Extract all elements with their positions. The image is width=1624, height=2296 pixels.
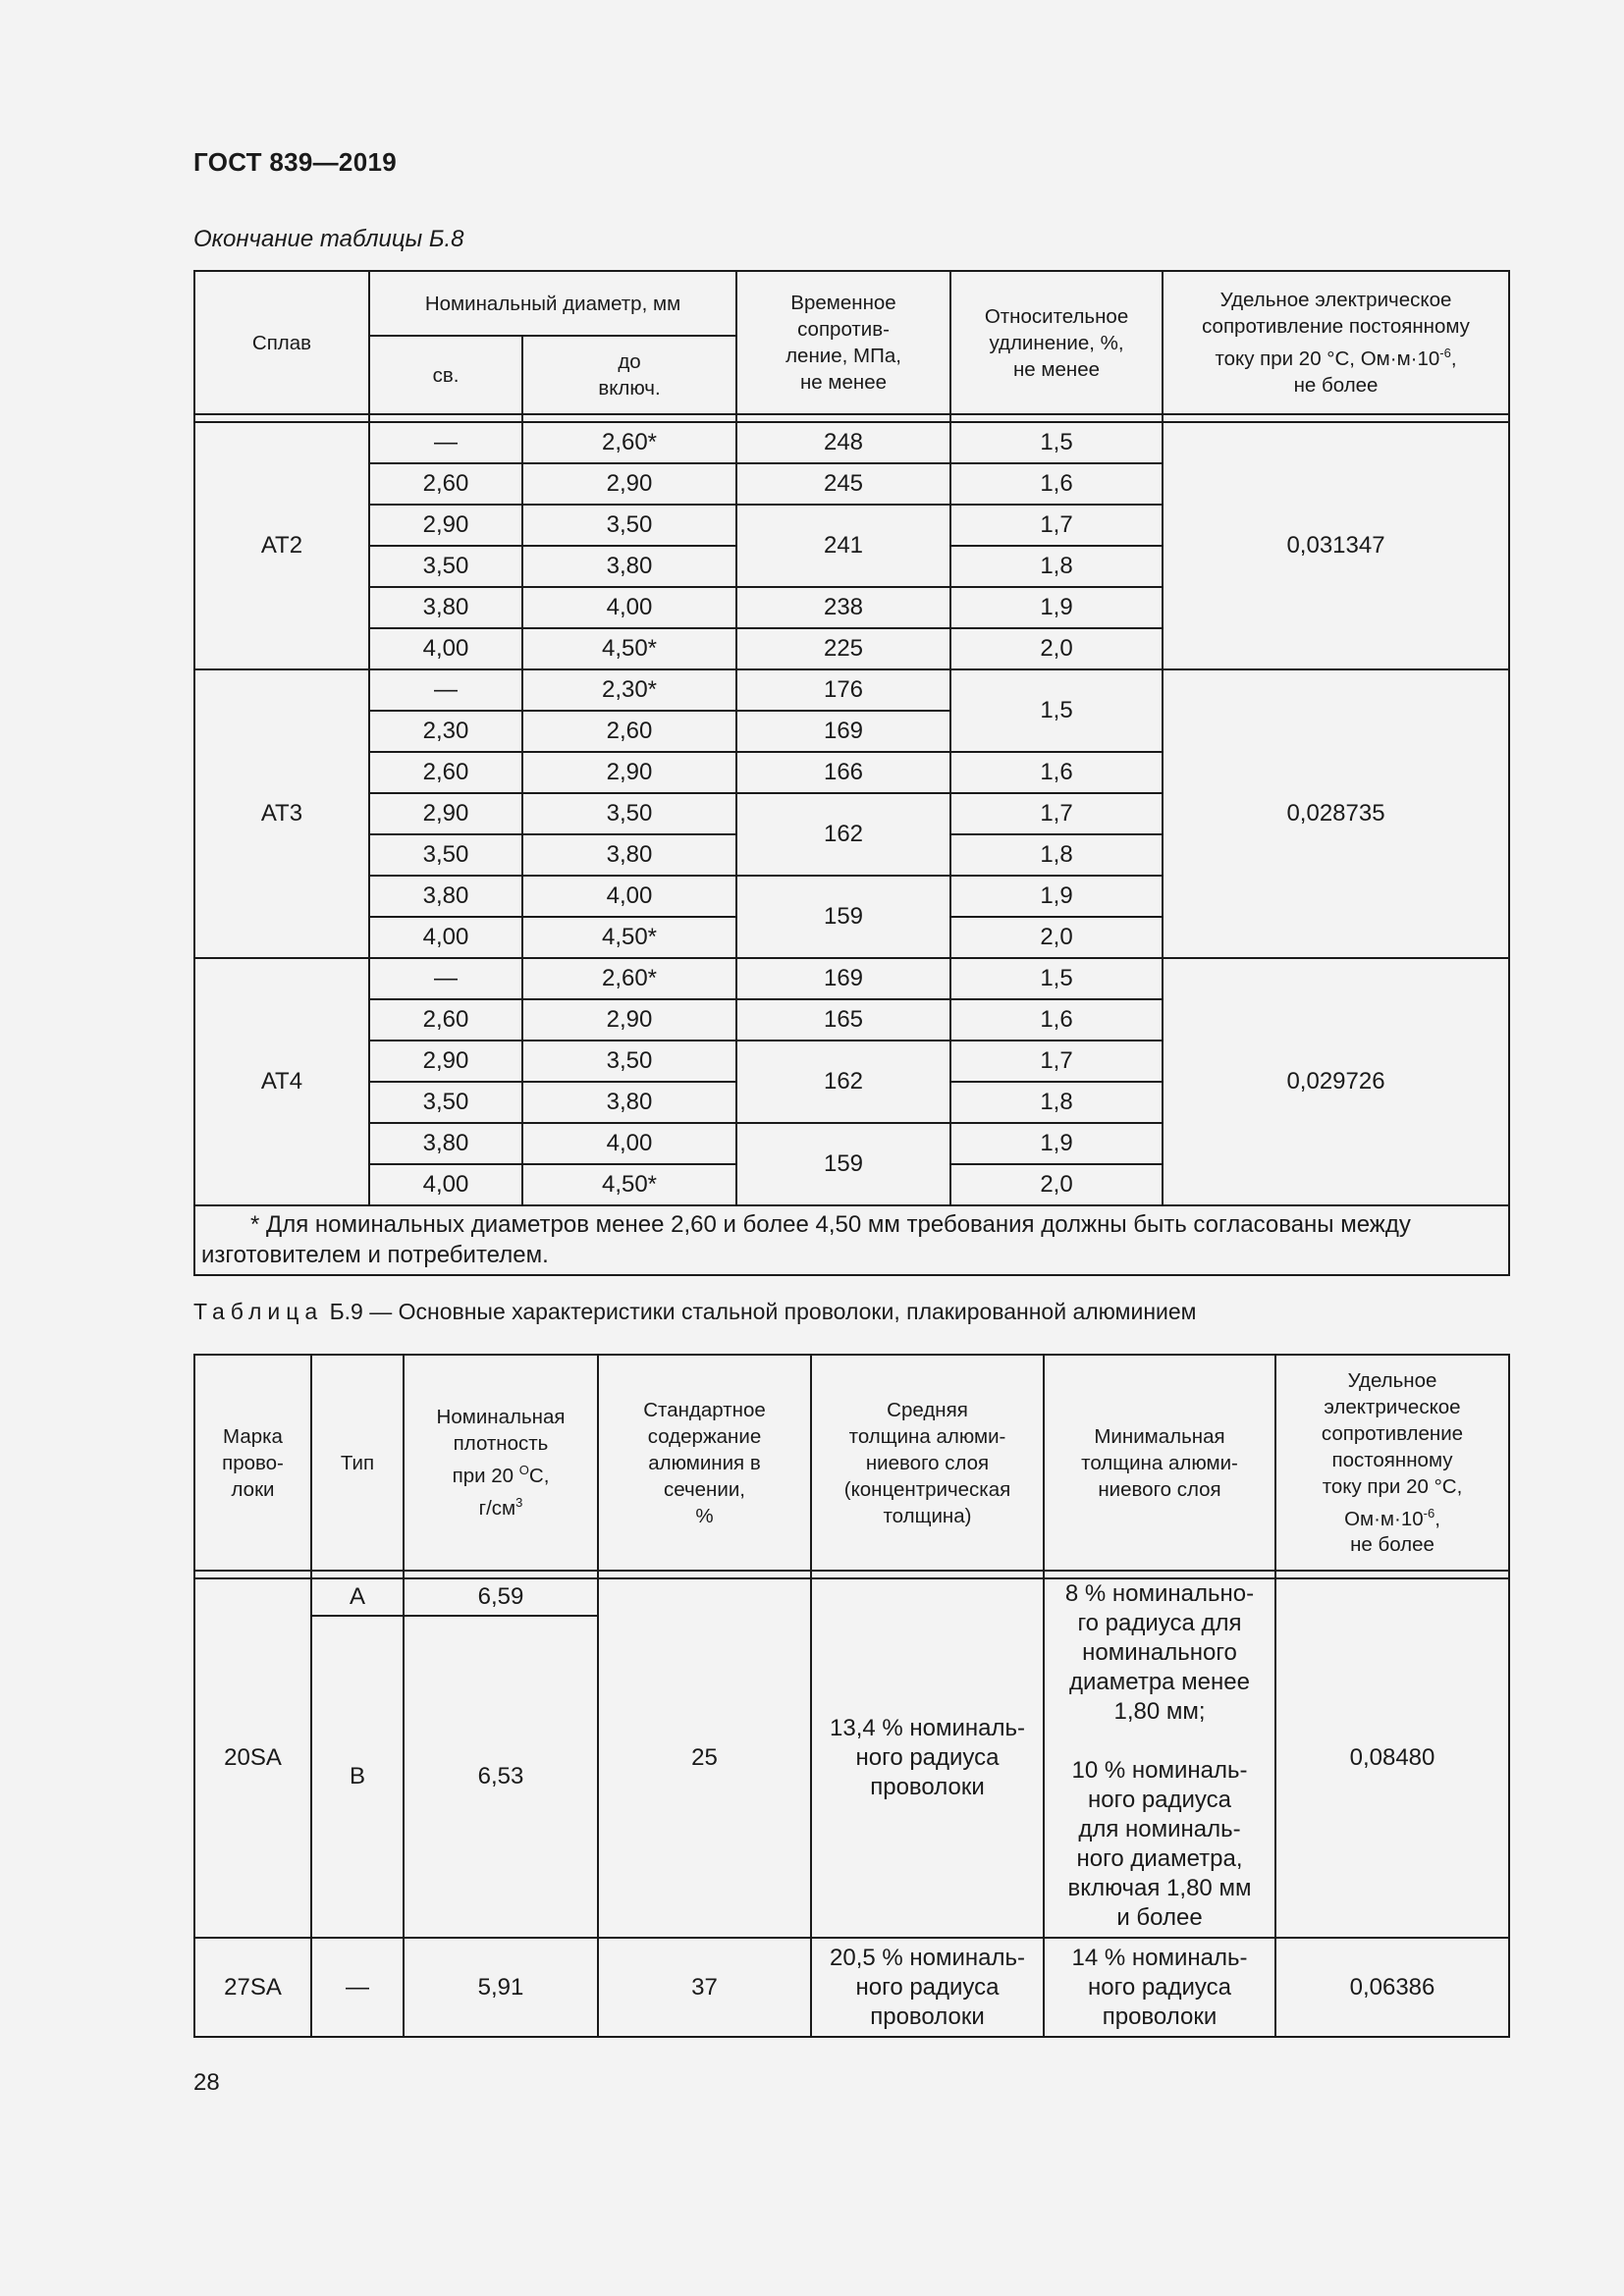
table-b8 xyxy=(193,270,1510,1276)
table-b9-caption: Таблица Б.9 — Основные характеристики стальной проволоки, плакированной алюминием xyxy=(193,1299,1197,1324)
header-density: Номинальная плотность при 20 $^О$С, $г/см^3$ xyxy=(404,1355,598,1571)
document-number: ГОСТ 839—2019 xyxy=(193,147,397,177)
header-avg-thickness: Средняя толщина алюми- ниевого слоя (концентрическая толщина) xyxy=(811,1355,1044,1571)
aluminium-cell: 25 xyxy=(598,1578,811,1938)
header-nominal-diameter: Номинальный диаметр, мм xyxy=(369,271,736,336)
table-row: АТ4 — 2,60* 169 1,5 0,029726 xyxy=(194,958,1509,999)
type-cell: B xyxy=(311,1616,404,1938)
table-header-row xyxy=(194,271,1509,336)
table-row: 2,90 3,50 162 1,7 xyxy=(194,793,1509,834)
table-row: 2,60 2,90 165 1,6 xyxy=(194,999,1509,1041)
min-thickness-cell: 8 % номинально- го радиуса для номинального диаметра менее 1,80 мм; 10 % номиналь- ного радиуса для номиналь- ного диаметра, включая 1,80 мм и более xyxy=(1044,1578,1275,1938)
table-header-row xyxy=(194,1355,1509,1571)
footnote-row xyxy=(194,1205,1509,1275)
table-row: 2,90 3,50 241 1,7 xyxy=(194,505,1509,546)
min-thickness-cell: 14 % номиналь- ного радиуса проволоки xyxy=(1044,1938,1275,2037)
table-row: 4,00 4,50* 225 2,0 xyxy=(194,628,1509,669)
table-b9 xyxy=(193,1354,1510,2038)
table-row xyxy=(194,1938,1509,2037)
aluminium-cell: 37 xyxy=(598,1938,811,2037)
density-cell: 5,91 xyxy=(404,1938,598,2037)
density-cell: 6,53 xyxy=(404,1616,598,1938)
header-from: св. xyxy=(369,336,522,414)
type-cell: — xyxy=(311,1938,404,2037)
avg-thickness-cell: 20,5 % номиналь- ного радиуса проволоки xyxy=(811,1938,1044,2037)
table-row: АТ2 — 2,60* 248 1,5 0,031347 xyxy=(194,422,1509,463)
type-cell: A xyxy=(311,1578,404,1616)
resistivity-cell: 0,08480 xyxy=(1275,1578,1509,1938)
grade-cell: 27SA xyxy=(194,1938,311,2037)
table-row: 2,60 2,90 245 1,6 xyxy=(194,463,1509,505)
table-row: 3,50 3,80 1,8 xyxy=(194,546,1509,587)
resistivity-cell: 0,06386 xyxy=(1275,1938,1509,2037)
header-elongation: Относительное удлинение, %, не менее xyxy=(950,271,1163,414)
table-b8-caption: Окончание таблицы Б.8 xyxy=(193,226,464,252)
table-row: 4,00 4,50* 2,0 xyxy=(194,1164,1509,1205)
resistivity-cell: 0,028735 xyxy=(1163,669,1509,958)
table-row: АТ3 — 2,30* 176 1,5 0,028735 xyxy=(194,669,1509,711)
table-row: 4,00 4,50* 2,0 xyxy=(194,917,1509,958)
table-row: 3,80 4,00 159 1,9 xyxy=(194,876,1509,917)
density-cell: 6,59 xyxy=(404,1578,598,1616)
header-to: до включ. xyxy=(522,336,736,414)
table-row: 3,50 3,80 1,8 xyxy=(194,1082,1509,1123)
header-tensile: Временное сопротив- ление, МПа, не менее xyxy=(736,271,950,414)
table-row: 2,60 2,90 166 1,6 xyxy=(194,752,1509,793)
page-number: 28 xyxy=(193,2069,220,2096)
resistivity-cell: 0,031347 xyxy=(1163,422,1509,669)
alloy-cell: АТ2 xyxy=(194,422,369,669)
resistivity-cell: 0,029726 xyxy=(1163,958,1509,1205)
header-min-thickness: Минимальная толщина алюми- ниевого слоя xyxy=(1044,1355,1275,1571)
grade-cell: 20SA xyxy=(194,1578,311,1938)
header-type: Тип xyxy=(311,1355,404,1571)
header-resistivity: Удельное электрическое сопротивление постоянному току при 20 °С, $Ом\cdot м\cdot 10^{-6}$, не более xyxy=(1163,271,1509,414)
avg-thickness-cell: 13,4 % номиналь- ного радиуса проволоки xyxy=(811,1578,1044,1938)
footnote: * Для номинальных диаметров менее 2,60 и более 4,50 мм требования должны быть согласованы между изготовителем и потребителем. xyxy=(194,1205,1509,1275)
header-aluminium-content: Стандартное содержание алюминия в сечении, % xyxy=(598,1355,811,1571)
alloy-cell: АТ4 xyxy=(194,958,369,1205)
alloy-cell: АТ3 xyxy=(194,669,369,958)
table-row: 3,80 4,00 159 1,9 xyxy=(194,1123,1509,1164)
table-row: 3,50 3,80 1,8 xyxy=(194,834,1509,876)
table-row: 2,30 2,60 169 xyxy=(194,711,1509,752)
table-row: 3,80 4,00 238 1,9 xyxy=(194,587,1509,628)
table-row: 2,90 3,50 162 1,7 xyxy=(194,1041,1509,1082)
header-grade: Марка прово- локи xyxy=(194,1355,311,1571)
header-resistivity: Удельное электрическое сопротивление постоянному току при 20 °С, $Ом\cdot м\cdot 10^{-6}$, не более xyxy=(1275,1355,1509,1571)
table-row xyxy=(194,1578,1509,1616)
header-alloy: Сплав xyxy=(194,271,369,414)
